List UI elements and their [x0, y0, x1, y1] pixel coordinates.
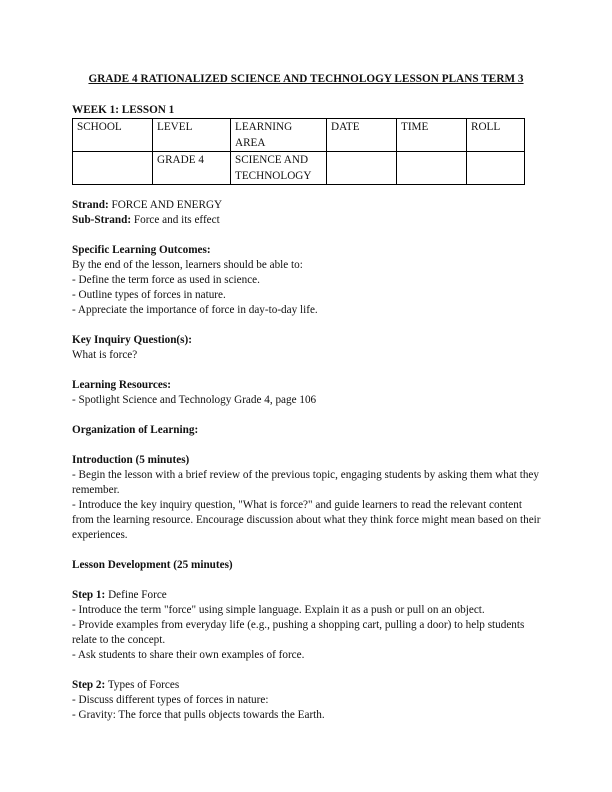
table-row	[73, 152, 525, 185]
table-header-cell: LEARNING AREA	[231, 119, 327, 152]
lesson-info-table	[72, 118, 525, 185]
week-lesson-heading: WEEK 1: LESSON 1	[72, 104, 175, 116]
lesson-content	[72, 198, 542, 723]
development-heading: Lesson Development (25 minutes)	[72, 559, 233, 571]
step1-title: Define Force	[108, 589, 167, 601]
table-cell	[397, 152, 467, 185]
strand-label: Strand:	[72, 199, 109, 211]
table-cell	[73, 152, 153, 185]
list-item: - Outline types of forces in nature.	[72, 289, 226, 301]
table-cell: GRADE 4	[153, 152, 231, 185]
list-item: - Introduce the term "force" using simple language. Explain it as a push or pull on an object.	[72, 604, 485, 616]
list-item: - Gravity: The force that pulls objects towards the Earth.	[72, 709, 325, 721]
resources-text: - Spotlight Science and Technology Grade 4, page 106	[72, 394, 317, 406]
substrand-label: Sub-Strand:	[72, 214, 132, 226]
step2-title: Types of Forces	[107, 679, 180, 691]
table-cell	[327, 152, 397, 185]
list-item: - Discuss different types of forces in nature:	[72, 694, 269, 706]
step1-line	[72, 588, 542, 603]
table-cell: SCIENCE AND TECHNOLOGY	[231, 152, 327, 185]
table-header-row	[73, 119, 525, 152]
strand-value: FORCE AND ENERGY	[111, 199, 223, 211]
strand-line	[72, 198, 542, 213]
outcomes-heading: Specific Learning Outcomes:	[72, 244, 211, 256]
table-header-cell: SCHOOL	[73, 119, 153, 152]
introduction-heading: Introduction (5 minutes)	[72, 454, 190, 466]
inquiry-text: What is force?	[72, 349, 138, 361]
resources-heading: Learning Resources:	[72, 379, 171, 391]
substrand-value: Force and its effect	[133, 214, 220, 226]
list-item: - Provide examples from everyday life (e.g., pushing a shopping cart, pulling a door) to help students relate to the concept.	[72, 619, 525, 646]
table-header-cell: DATE	[327, 119, 397, 152]
document-title: GRADE 4 RATIONALIZED SCIENCE AND TECHNOLOGY LESSON PLANS TERM 3	[88, 73, 524, 85]
list-item: - Ask students to share their own examples of force.	[72, 649, 305, 661]
list-item: - Begin the lesson with a brief review of the previous topic, engaging students by asking them what they remember.	[72, 469, 539, 496]
step2-line	[72, 678, 542, 693]
outcomes-intro: By the end of the lesson, learners should be able to:	[72, 259, 303, 271]
list-item: - Introduce the key inquiry question, "What is force?" and guide learners to read the relevant content from the learning resource. Encourage discussion about what they think force might mean based on their experiences.	[72, 499, 541, 541]
inquiry-heading: Key Inquiry Question(s):	[72, 334, 192, 346]
substrand-line	[72, 213, 542, 228]
list-item: - Appreciate the importance of force in day-to-day life.	[72, 304, 318, 316]
organization-heading: Organization of Learning:	[72, 424, 199, 436]
step2-label: Step 2:	[72, 679, 106, 691]
table-header-cell: ROLL	[467, 119, 525, 152]
step1-label: Step 1:	[72, 589, 106, 601]
list-item: - Define the term force as used in science.	[72, 274, 260, 286]
table-header-cell: LEVEL	[153, 119, 231, 152]
table-header-cell: TIME	[397, 119, 467, 152]
table-cell	[467, 152, 525, 185]
